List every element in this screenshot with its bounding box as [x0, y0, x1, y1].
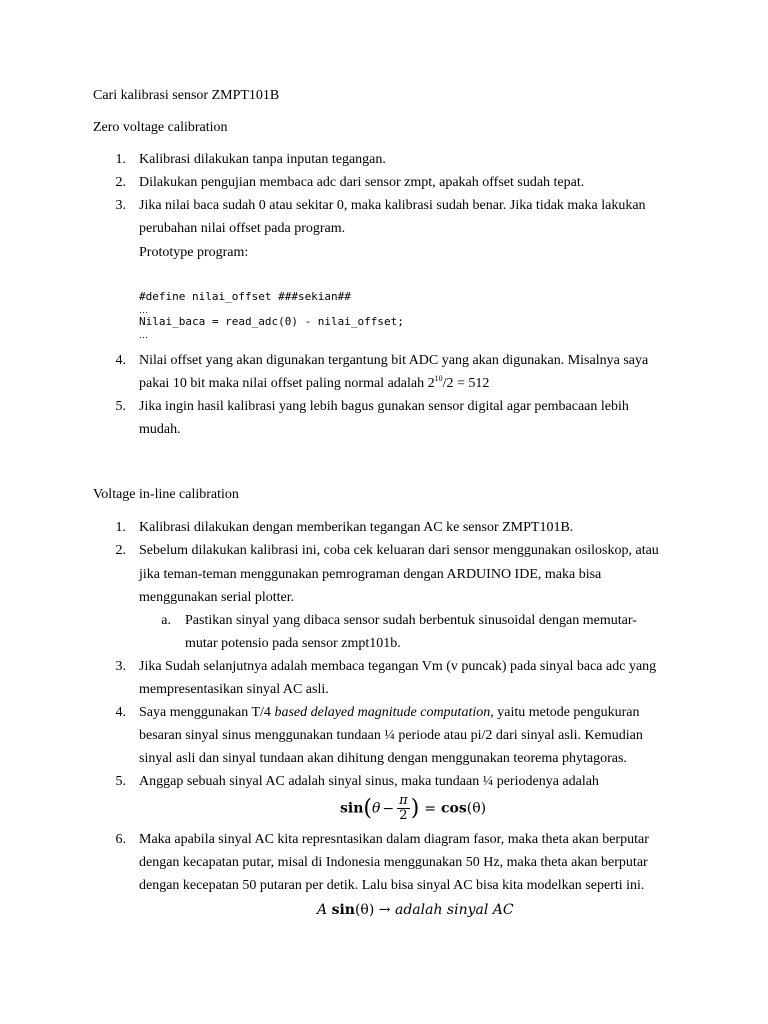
math-symbol: θ: [371, 800, 381, 817]
section-heading-zero-voltage: Zero voltage calibration: [93, 120, 228, 135]
code-line: #define nilai_offset ###sekian##: [139, 290, 351, 303]
text-run: /2 = 512: [442, 376, 490, 391]
list-number: 1.: [115, 520, 126, 535]
math-argument: (θ): [466, 800, 487, 817]
list-item-text: Prototype program:: [139, 245, 249, 260]
list-item-text: Sebelum dilakukan kalibrasi ini, coba cek keluaran dari sensor menggunakan osiloskop, atau: [139, 543, 659, 558]
math-operator: =: [424, 800, 437, 817]
list-item-text: mempresentasikan sinyal AC asli.: [139, 682, 329, 697]
code-ellipsis: …: [139, 330, 148, 340]
list-item-text: Maka apabila sinyal AC kita represntasikan dalam diagram fasor, maka theta akan berputar: [139, 832, 649, 847]
math-argument: (θ): [354, 902, 375, 918]
italic-text-run: based delayed magnitude computation: [274, 705, 491, 720]
list-item-text: mudah.: [139, 422, 181, 437]
list-number: 2.: [115, 175, 126, 190]
list-item-text: sinyal asli dan sinyal tundaan akan dihitung dengan menggunakan teorema phytagoras.: [139, 751, 627, 766]
list-number: 2.: [115, 543, 126, 558]
fraction-numerator: π: [399, 793, 408, 808]
list-item-text: Anggap sebuah sinyal AC adalah sinyal sinus, maka tundaan ¼ periodenya adalah: [139, 774, 599, 789]
list-item-text: besaran sinyal sinus menggunakan tundaan ¼ periode atau pi/2 dari sinyal asli. Kemudian: [139, 728, 643, 743]
list-item-text: Jika Sudah selanjutnya adalah membaca tegangan Vm (v puncak) pada sinyal baca adc yang: [139, 659, 657, 674]
fraction-denominator: 2: [399, 808, 408, 823]
list-item-text: Kalibrasi dilakukan dengan memberikan tegangan AC ke sensor ZMPT101B.: [139, 520, 574, 535]
list-number: 5.: [115, 399, 126, 414]
list-item-text: Jika ingin hasil kalibrasi yang lebih bagus gunakan sensor digital agar pembacaan lebih: [139, 399, 629, 414]
math-paren: ): [410, 796, 420, 821]
list-item-text: Jika nilai baca sudah 0 atau sekitar 0, maka kalibrasi sudah benar. Jika tidak maka lakukan: [139, 198, 646, 213]
list-item-text: Nilai offset yang akan digunakan tergantung bit ADC yang akan digunakan. Misalnya saya: [139, 353, 649, 368]
equation-ac-signal: [317, 900, 514, 920]
text-run: Saya menggunakan T/4: [139, 705, 275, 720]
math-paren: (: [363, 796, 372, 821]
list-item-text: [139, 703, 640, 723]
math-text: adalah sinyal AC: [394, 902, 514, 918]
math-function: sin: [340, 800, 364, 817]
list-number: 3.: [115, 659, 126, 674]
list-item-text: menggunakan serial plotter.: [139, 590, 295, 605]
sublist-letter: a.: [161, 613, 171, 628]
list-number: 3.: [115, 198, 126, 213]
list-item-text: Dilakukan pengujian membaca adc dari sensor zmpt, apakah offset sudah tepat.: [139, 175, 585, 190]
list-item-text: dengan kecapatan putar, misal di Indonesia menggunakan 50 Hz, maka theta akan berputar: [139, 855, 648, 870]
equation-sin-cos: [340, 794, 486, 823]
list-number: 1.: [115, 152, 126, 167]
math-fraction: [397, 794, 410, 823]
code-line: Nilai_baca = read_adc(0) - nilai_offset;: [139, 315, 404, 328]
section-heading-in-line: Voltage in-line calibration: [93, 487, 239, 502]
list-item-text: [139, 374, 489, 394]
list-item-text: perubahan nilai offset pada program.: [139, 221, 346, 236]
code-ellipsis: …: [139, 305, 148, 315]
list-item-text: Kalibrasi dilakukan tanpa inputan tegangan.: [139, 152, 386, 167]
document-title: Cari kalibrasi sensor ZMPT101B: [93, 88, 280, 103]
list-item-text: Pastikan sinyal yang dibaca sensor sudah berbentuk sinusoidal dengan memutar-: [185, 613, 637, 628]
superscript: 10: [434, 374, 443, 383]
list-number: 6.: [115, 832, 126, 847]
math-function: sin: [331, 902, 355, 918]
list-item-text: mutar potensio pada sensor zmpt101b.: [185, 636, 401, 651]
list-item-text: dengan kecepatan 50 putaran per detik. Lalu bisa sinyal AC bisa kita modelkan seperti ini.: [139, 878, 645, 893]
list-number: 4.: [115, 353, 126, 368]
text-run: pakai 10 bit maka nilai offset paling normal adalah 2: [139, 376, 435, 391]
text-run: , yaitu metode pengukuran: [490, 705, 640, 720]
math-symbol: A: [317, 902, 328, 918]
math-operator: −: [382, 800, 395, 817]
list-item-text: jika teman-teman menggunakan pemrograman dengan ARDUINO IDE, maka bisa: [139, 567, 602, 582]
math-function: cos: [441, 800, 467, 817]
list-number: 5.: [115, 774, 126, 789]
list-number: 4.: [115, 705, 126, 720]
math-arrow: →: [378, 902, 391, 918]
